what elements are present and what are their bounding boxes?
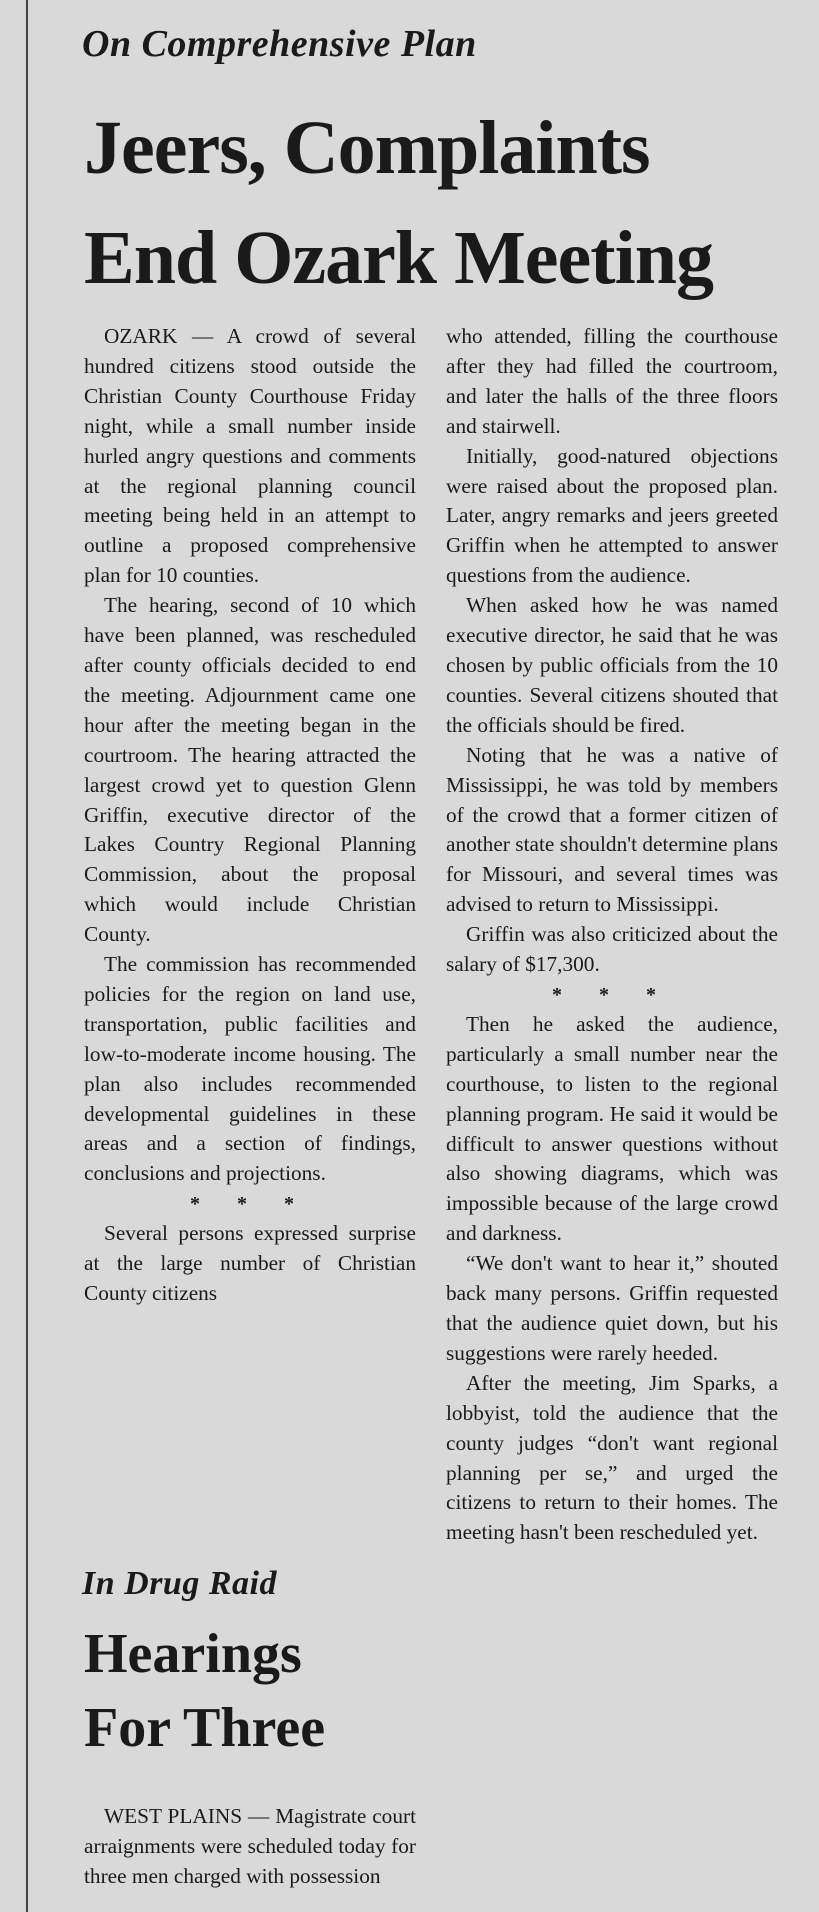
paragraph: Initially, good-natured objections were raised about the proposed plan. Later, angry remarks and jeers greeted Griffin when he attempted to answer questions from the audience. xyxy=(446,443,778,588)
paragraph: Noting that he was a native of Mississippi, he was told by members of the crowd that a former citizen of another state shouldn't determine plans for Missouri, and several times was advised to return to Mississippi. xyxy=(446,742,778,917)
paragraph: OZARK — A crowd of several hundred citizens stood outside the Christian County Courthouse Friday night, while a small number inside hurled angry questions and comments at the regional planning council meeting being held in an attempt to outline a proposed comprehensive plan for 10 counties. xyxy=(84,324,416,588)
paragraph: Several persons expressed surprise at the large number of Christian County citizens xyxy=(84,1221,416,1306)
article-2-body xyxy=(84,1802,416,1892)
kicker-2: In Drug Raid xyxy=(82,1565,277,1602)
section-break-stars: * * * xyxy=(552,983,672,1006)
paragraph: who attended, filling the courthouse after they had filled the courtroom, and later the halls of the three floors and stairwell. xyxy=(446,324,778,438)
section-break-stars: * * * xyxy=(190,1193,310,1216)
kicker: On Comprehensive Plan xyxy=(82,23,477,65)
headline-2-line-1: Hearings xyxy=(84,1623,302,1685)
paragraph: WEST PLAINS — Magistrate court arraignments were scheduled today for three men charged with possession xyxy=(84,1804,416,1888)
paragraph: When asked how he was named executive director, he said that he was chosen by public officials from the 10 counties. Several citizens shouted that the officials should be fired. xyxy=(446,593,778,737)
paragraph: Then he asked the audience, particularly a small number near the courthouse, to listen to the regional planning program. He said it would be difficult to answer questions without also showing diagrams, which was impossible because of the large crowd and darkness. xyxy=(446,1011,778,1246)
headline-2-line-2: For Three xyxy=(84,1697,326,1759)
paragraph: “We don't want to hear it,” shouted back many persons. Griffin requested that the audience quiet down, but his suggestions were rarely heeded. xyxy=(446,1251,778,1365)
paragraph: After the meeting, Jim Sparks, a lobbyist, told the audience that the county judges “don't want regional planning per se,” and urged the citizens to return to their homes. The meeting hasn't been rescheduled yet. xyxy=(446,1370,778,1545)
paragraph: Griffin was also criticized about the salary of $17,300. xyxy=(446,922,778,977)
headline-line-1: Jeers, Complaints xyxy=(84,106,650,190)
headline-line-2: End Ozark Meeting xyxy=(84,216,713,300)
paragraph: The commission has recommended policies for the region on land use, transportation, public facilities and low-to-moderate income housing. The plan also includes recommended developmental guidelines in these areas and a section of findings, conclusions and projections. xyxy=(84,952,416,1186)
article-column-1 xyxy=(84,322,416,1309)
paragraph: The hearing, second of 10 which have been planned, was rescheduled after county officials decided to end the meeting. Adjournment came one hour after the meeting began in the courtroom. The hearing attracted the largest crowd yet to question Glenn Griffin, executive director of the Lakes Country Regional Planning Commission, about the proposal which would include Christian County. xyxy=(84,593,416,947)
column-rule xyxy=(26,0,28,1912)
article-column-2 xyxy=(446,322,778,1548)
